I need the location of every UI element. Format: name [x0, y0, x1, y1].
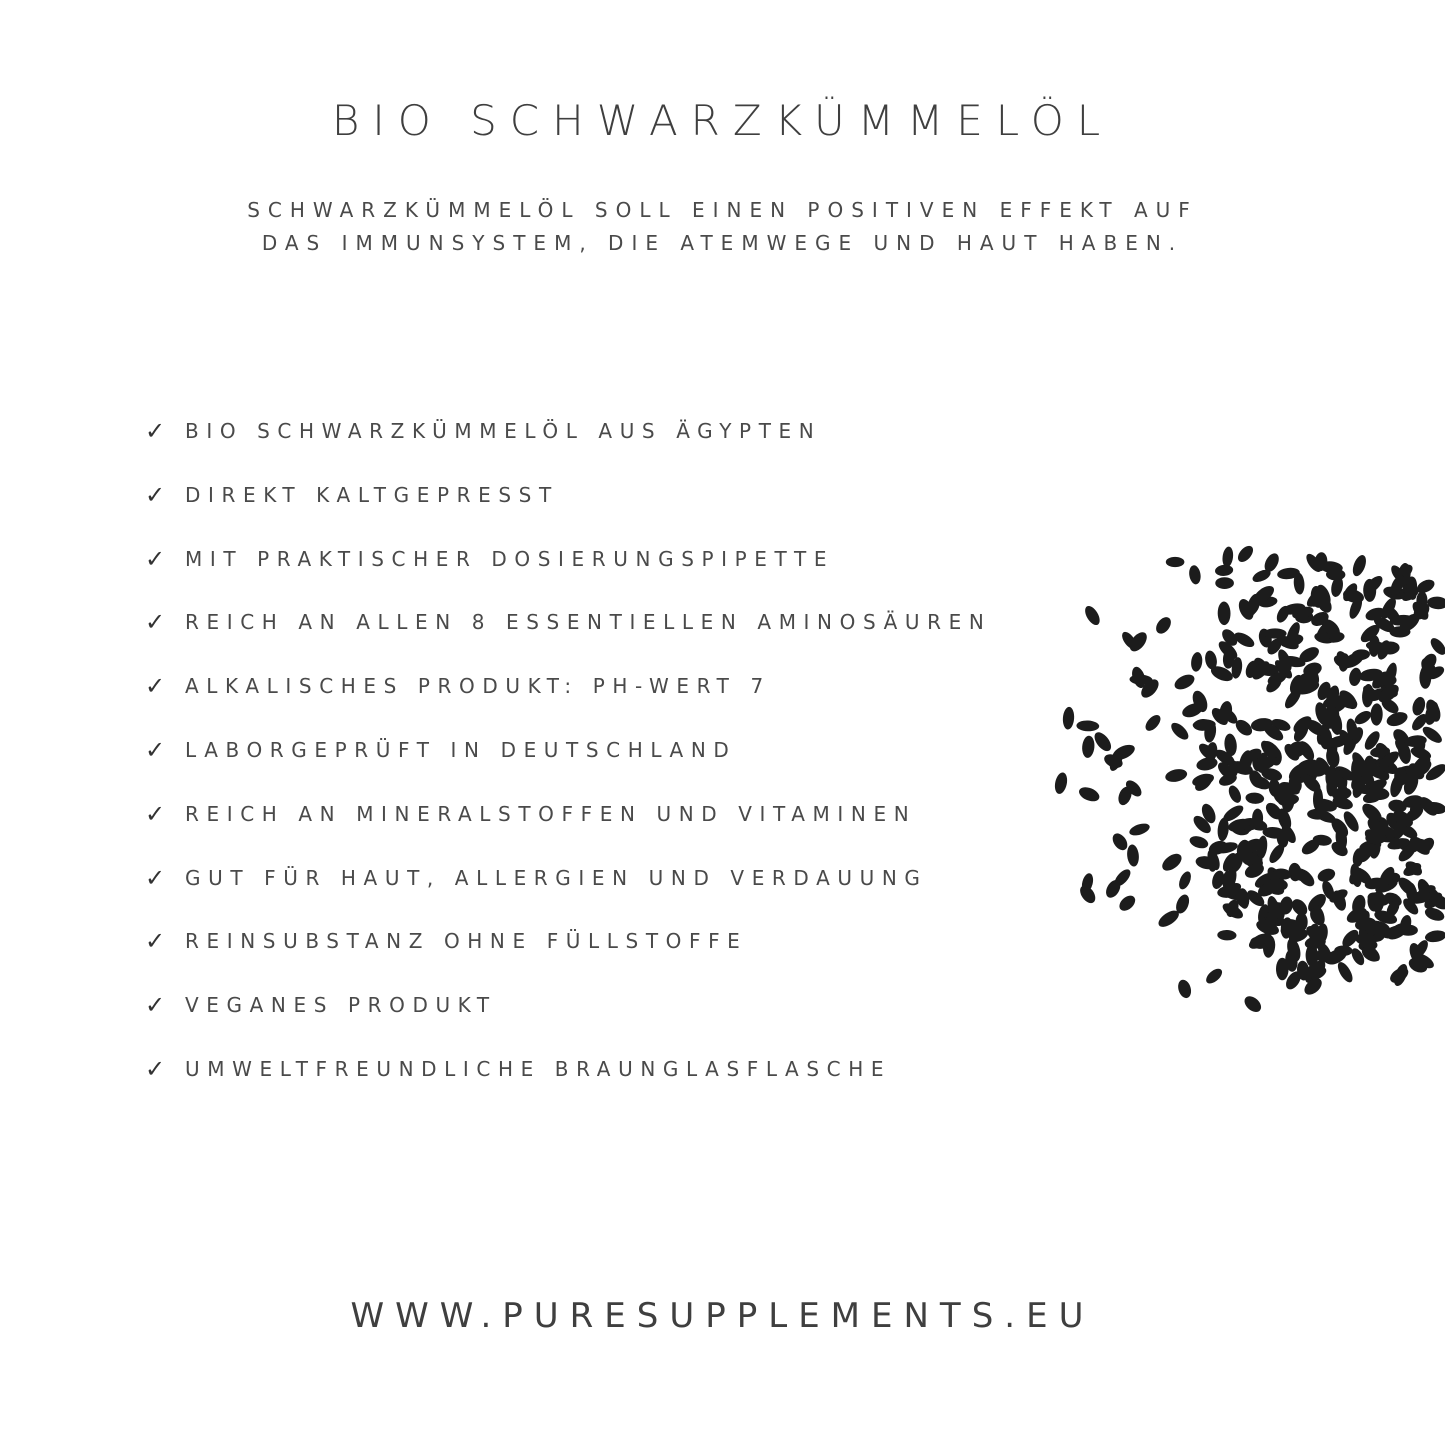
list-item: [145, 603, 991, 667]
seed: [1143, 712, 1164, 733]
seed: [1241, 993, 1264, 1015]
feature-text: UMWELTFREUNDLICHE BRAUNGLASFLASCHE: [185, 1056, 892, 1081]
feature-text: ALKALISCHES PRODUKT: PH-WERT 7: [185, 674, 771, 699]
subtitle-line: SCHWARZKÜMMELÖL SOLL EINEN POSITIVEN EFFEKT AUF: [247, 198, 1198, 222]
seed: [1204, 966, 1225, 986]
checkmark-icon: ✓: [145, 1054, 166, 1083]
checkmark-icon: ✓: [145, 544, 166, 573]
feature-text: REICH AN MINERALSTOFFEN UND VITAMINEN: [185, 801, 917, 826]
seed: [1385, 710, 1410, 729]
list-item: [145, 476, 991, 540]
list-item: [145, 667, 991, 731]
checkmark-icon: ✓: [145, 863, 166, 892]
list-item: [145, 540, 991, 604]
list-item: [145, 922, 991, 986]
website-url: WWW.PURESUPPLEMENTS.EU: [350, 1296, 1095, 1336]
seed: [1091, 729, 1114, 754]
seed: [1076, 720, 1099, 732]
seed: [1245, 792, 1264, 804]
subtitle-line: DAS IMMUNSYSTEM, DIE ATEMWEGE UND HAUT HABEN.: [261, 231, 1184, 255]
feature-text: REICH AN ALLEN 8 ESSENTIELLEN AMINOSÄUREN: [185, 610, 992, 635]
seed: [1082, 604, 1103, 628]
list-item: [145, 1050, 991, 1114]
seed: [1168, 720, 1191, 743]
seed: [1350, 553, 1368, 578]
seed: [1215, 577, 1234, 589]
seed: [1117, 893, 1139, 914]
checkmark-icon: ✓: [145, 480, 166, 509]
seed: [1264, 628, 1287, 638]
list-item: [145, 986, 991, 1050]
seed: [1081, 735, 1095, 758]
seed: [1290, 741, 1309, 753]
seed: [1190, 652, 1203, 673]
checkmark-icon: ✓: [145, 991, 166, 1020]
seed: [1215, 564, 1234, 577]
seed: [1126, 844, 1140, 867]
seed: [1348, 667, 1363, 687]
seed: [1159, 850, 1184, 874]
checkmark-icon: ✓: [145, 799, 166, 828]
seed: [1188, 834, 1210, 851]
seed: [1235, 543, 1256, 565]
seed: [1424, 929, 1445, 944]
feature-text: GUT FÜR HAUT, ALLERGIEN UND VERDAUUNG: [185, 865, 928, 890]
checkmark-icon: ✓: [145, 927, 166, 956]
seed: [1217, 930, 1237, 941]
seed-group: [1053, 543, 1445, 1015]
page-title: BIO SCHWARZKÜMMELÖL: [331, 96, 1114, 145]
seed-pile-image: [1000, 520, 1445, 1040]
seed: [1335, 960, 1355, 985]
checkmark-icon: ✓: [145, 417, 166, 445]
seed: [1164, 767, 1188, 784]
seed: [1177, 870, 1194, 891]
seed: [1221, 546, 1234, 568]
feature-text: VEGANES PRODUKT: [185, 993, 497, 1018]
subtitle: [0, 194, 1445, 260]
feature-text: BIO SCHWARZKÜMMELÖL AUS ÄGYPTEN: [185, 419, 822, 443]
checkmark-icon: ✓: [145, 672, 166, 701]
feature-text: DIREKT KALTGEPRESST: [185, 482, 559, 507]
seed: [1370, 703, 1383, 726]
list-item: [145, 731, 991, 795]
seed: [1410, 695, 1427, 717]
seed: [1062, 707, 1075, 730]
seed: [1172, 672, 1197, 693]
seed: [1361, 684, 1374, 708]
list-item: [145, 795, 991, 859]
seed: [1153, 614, 1174, 636]
seed: [1188, 564, 1202, 585]
seed: [1053, 771, 1069, 795]
feature-text: REINSUBSTANZ OHNE FÜLLSTOFFE: [185, 929, 748, 954]
feature-text: LABORGEPRÜFT IN DEUTSCHLAND: [185, 737, 737, 762]
seed: [1166, 557, 1185, 567]
feature-list: [145, 412, 991, 1114]
seed: [1316, 866, 1337, 884]
seed: [1217, 601, 1230, 625]
seed: [1176, 978, 1193, 1000]
seed: [1427, 596, 1445, 610]
checkmark-icon: ✓: [145, 608, 166, 637]
seed: [1226, 784, 1243, 805]
list-item: [145, 859, 991, 923]
seed: [1110, 831, 1131, 853]
seed: [1128, 821, 1151, 838]
feature-text: MIT PRAKTISCHER DOSIERUNGSPIPETTE: [185, 546, 835, 571]
checkmark-icon: ✓: [145, 735, 166, 764]
seed: [1077, 785, 1101, 805]
list-item: [145, 412, 991, 476]
